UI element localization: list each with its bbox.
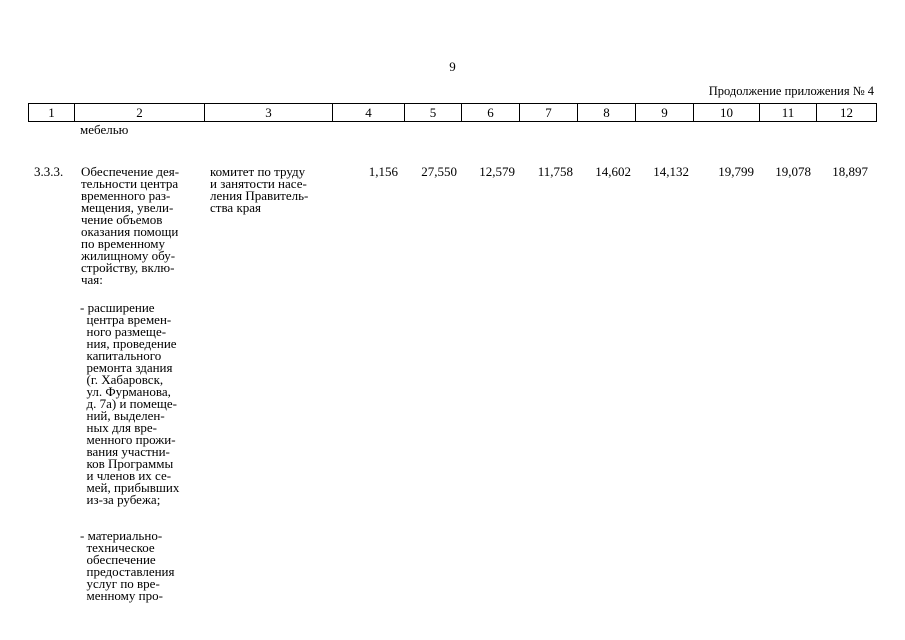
value-col-4: 1,156 bbox=[368, 164, 398, 179]
value-col-11: 19,078 bbox=[775, 164, 811, 179]
value-col-10: 19,799 bbox=[718, 164, 754, 179]
column-header: 7 bbox=[520, 104, 578, 122]
column-header: 6 bbox=[462, 104, 520, 122]
column-header: 3 bbox=[205, 104, 333, 122]
sub-item: - материально- техническое обеспечение предоставления услуг по вре- менному про- bbox=[80, 528, 175, 603]
column-header: 5 bbox=[405, 104, 462, 122]
column-header: 4 bbox=[333, 104, 405, 122]
value-col-7: 11,758 bbox=[537, 164, 573, 179]
page-number: 9 bbox=[449, 59, 456, 74]
column-header: 1 bbox=[29, 104, 75, 122]
value-col-8: 14,602 bbox=[595, 164, 631, 179]
column-header: 12 bbox=[817, 104, 877, 122]
continuation-label: Продолжение приложения № 4 bbox=[708, 84, 874, 98]
row-number: 3.3.3. bbox=[34, 164, 64, 179]
row-description: Обеспечение дея- тельности центра временного раз- мещения, увели- чение объемов оказания помощи по временному жилищному обу- стройству, вклю- чая: bbox=[81, 164, 180, 287]
row-executor: комитет по труду и занятости насе- ления Правитель- ства края bbox=[210, 164, 309, 215]
value-col-9: 14,132 bbox=[653, 164, 689, 179]
column-header: 11 bbox=[760, 104, 817, 122]
column-header: 8 bbox=[578, 104, 636, 122]
sub-item: - расширение центра времен- ного размеще- ния, проведение капитального ремонта здания (г. Хабаровск, ул. Фурманова, д. 7а) и помеще- ний, выделен- ных для вре- менного прожи- вания участни- ков Программы и членов их се- мей, прибывших из-за рубежа; bbox=[80, 300, 180, 507]
column-header: 2 bbox=[75, 104, 205, 122]
carryover-text: мебелью bbox=[80, 122, 129, 137]
value-col-6: 12,579 bbox=[479, 164, 515, 179]
value-col-12: 18,897 bbox=[832, 164, 868, 179]
column-header: 9 bbox=[636, 104, 694, 122]
column-number-header bbox=[28, 103, 877, 122]
value-col-5: 27,550 bbox=[421, 164, 457, 179]
column-header: 10 bbox=[694, 104, 760, 122]
